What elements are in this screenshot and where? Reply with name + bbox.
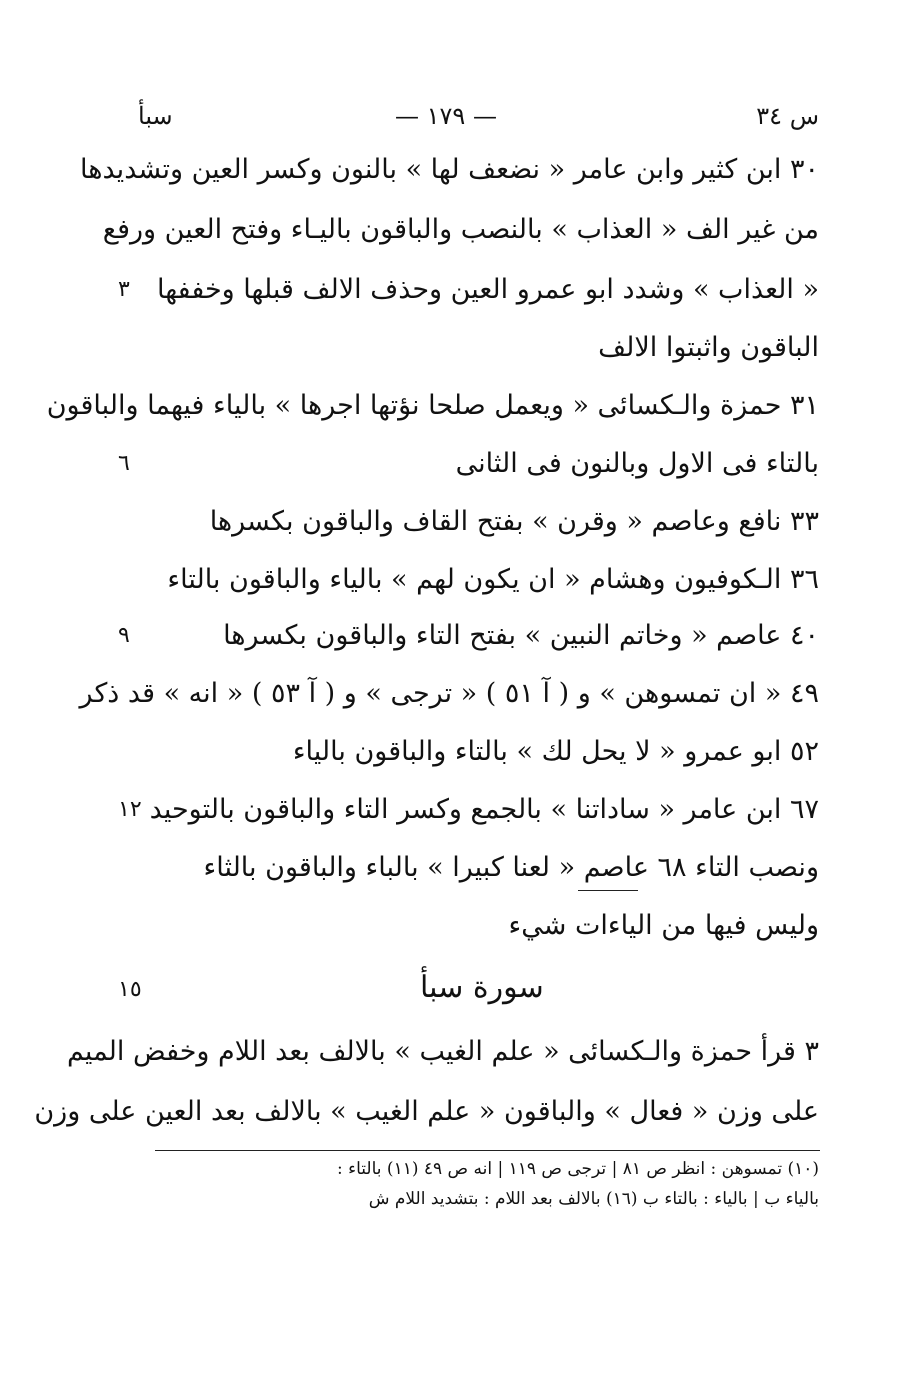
text-line: « العذاب » وشدد ابو عمرو العين وحذف الالف قبلها وخففها (157, 274, 819, 305)
text-line: ٤٠ عاصم « وخاتم النبين » بفتح التاء والباقون بكسرها (223, 620, 819, 651)
text-line: ٣٠ ابن كثير وابن عامر « نضعف لها » بالنون وكسر العين وتشديدها (80, 154, 819, 185)
footnote-line: بالياء ب | بالياء : بالتاء ب (١٦) بالالف بعد اللام : بتشديد اللام ش (368, 1189, 819, 1209)
text-line: بالتاء فى الاول وبالنون فى الثانى (455, 448, 819, 479)
text-line: من غير الف « العذاب » بالنصب والباقون باليـاء وفتح العين ورفع (102, 214, 819, 245)
separator-rule (578, 890, 638, 891)
text-line: ونصب التاء ٦٨ عاصم « لعنا كبيرا » بالباء والباقون بالثاء (203, 852, 819, 883)
header-page-ref: س ٣٤ (756, 102, 819, 130)
footnote-line: (١٠) تمسوهن : انظر ص ٨١ | ترجى ص ١١٩ | انه ص ٤٩ (١١) بالتاء : (337, 1159, 819, 1179)
line-marker: ٦ (118, 451, 130, 476)
header-surah-name: سبأ (138, 102, 173, 130)
text-line: على وزن « فعال » والباقون « علم الغيب » بالالف بعد العين على وزن (34, 1096, 819, 1127)
footnote-rule (155, 1150, 820, 1151)
text-line: ٦٧ ابن عامر « ساداتنا » بالجمع وكسر التاء والباقون بالتوحيد (149, 794, 819, 825)
text-line: ٣ قرأ حمزة والـكسائى « علم الغيب » بالالف بعد اللام وخفض الميم (66, 1036, 819, 1067)
line-marker: ٣ (118, 277, 130, 302)
text-line: ٣٦ الـكوفيون وهشام « ان يكون لهم » بالياء والباقون بالتاء (167, 564, 819, 595)
line-marker: ٩ (118, 623, 130, 648)
page-number: — ١٧٩ — (395, 102, 497, 130)
text-line: ٥٢ ابو عمرو « لا يحل لك » بالتاء والباقون بالياء (292, 736, 819, 767)
line-marker: ١٢ (118, 797, 142, 822)
text-line: ٣٣ نافع وعاصم « وقرن » بفتح القاف والباقون بكسرها (209, 506, 819, 537)
text-line: وليس فيها من الياءات شيء (508, 910, 819, 941)
line-marker: ١٥ (118, 977, 142, 1002)
text-line: الباقون واثبتوا الالف (598, 332, 819, 363)
text-line: ٤٩ « ان تمسوهن » و ( آ ٥١ ) « ترجى » و ( آ ٥٣ ) « انه » قد ذكر (79, 678, 819, 709)
surah-title: سورة سبأ (420, 970, 544, 1005)
text-line: ٣١ حمزة والـكسائى « ويعمل صلحا نؤتها اجرها » بالياء فيهما والباقون (46, 390, 819, 421)
